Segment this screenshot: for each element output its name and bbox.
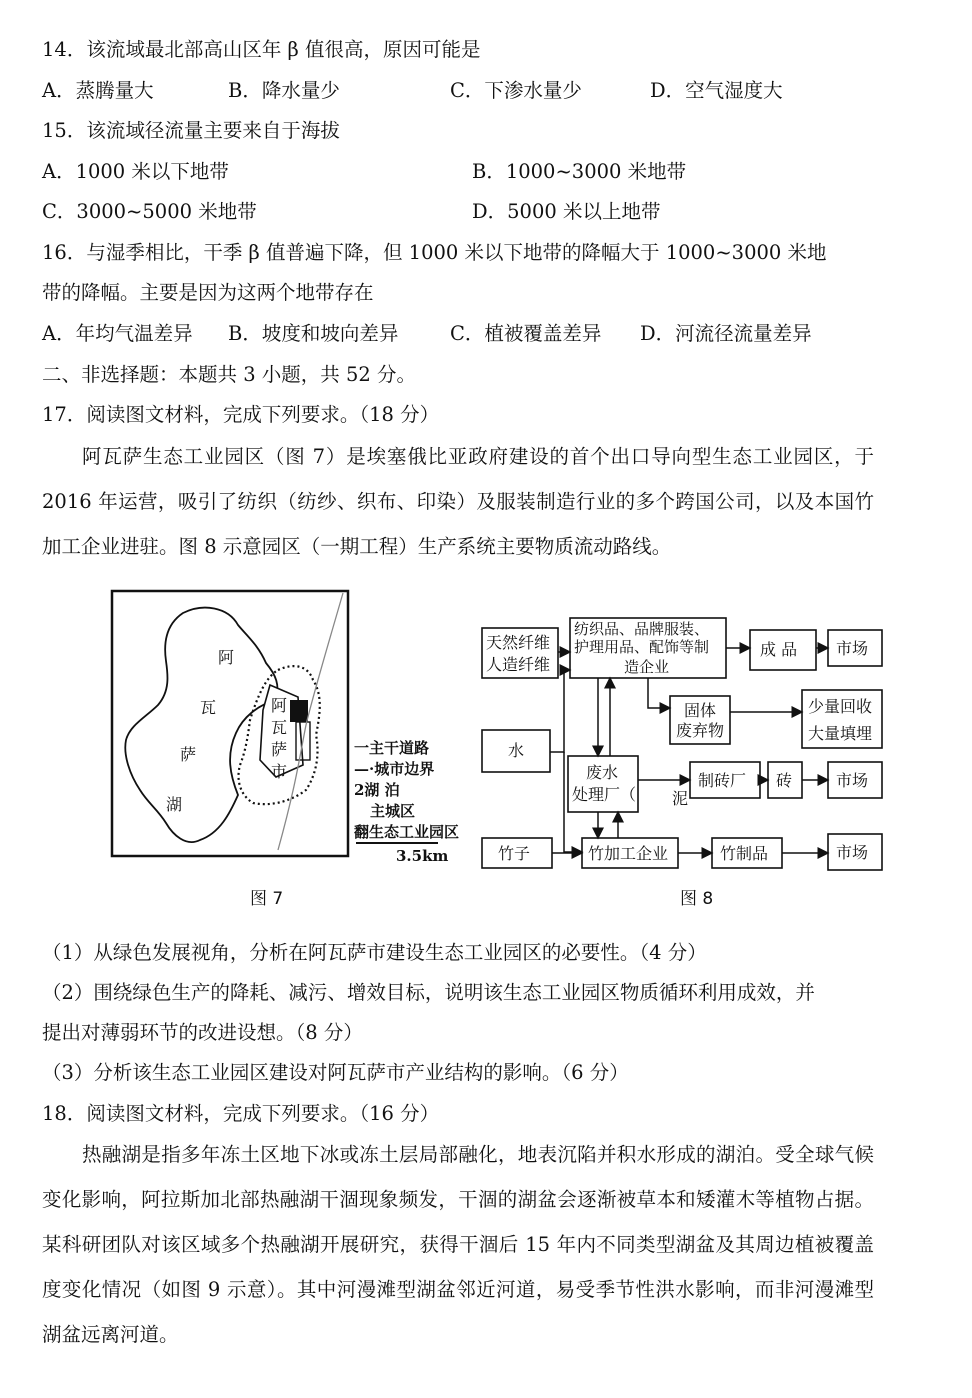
legend-lake: 2湖 泊 [354, 781, 400, 799]
solid-line2: 废弃物 [676, 721, 725, 740]
landfill-large: 大量填埋 [808, 724, 873, 743]
wastewater-line1: 废水 [586, 763, 619, 782]
brickfactory-label: 制砖厂 [698, 771, 747, 790]
textile-line1: 纺织品、品牌服装、 [574, 620, 710, 638]
lake-label-3: 萨 [180, 745, 197, 764]
q14-option-b: B．降水量少 [228, 79, 340, 102]
q17-sub1: （1）从绿色发展视角，分析在阿瓦萨市建设生态工业园区的必要性。（4 分） [42, 941, 707, 964]
city-label-4: 市 [271, 762, 288, 781]
q15-option-d: D．5000 米以上地带 [472, 200, 661, 223]
q15-option-a: A．1000 米以下地带 [42, 160, 229, 183]
q17-paragraph: 阿瓦萨生态工业园区（图 7）是埃塞俄比亚政府建设的首个出口导向型生态工业园区，于 2016 年运营，吸引了纺织（纺纱、织布、印染）及服装制造行业的多个跨国公司，以及本国竹加工企业进驻。图 8 示意园区（一期工程）生产系统主要物质流动路线。 [42, 445, 874, 558]
q16-option-b: B．坡度和坡向差异 [228, 322, 399, 345]
q17-sub3: （3）分析该生态工业园区建设对阿瓦萨市产业结构的影响。（6 分） [42, 1061, 629, 1084]
q15-option-c: C．3000~5000 米地带 [42, 200, 257, 223]
figure-8-caption: 图 8 [680, 889, 714, 909]
legend-main-city: 主城区 [370, 802, 416, 820]
fiber-natural: 天然纤维 [486, 633, 551, 652]
fiber-synthetic: 人造纤维 [486, 655, 551, 674]
figure-7-caption: 图 7 [250, 889, 284, 909]
q18-paragraph: 热融湖是指多年冻土区地下冰或冻土层局部融化，地表沉陷并积水形成的湖泊。受全球气候变化影响，阿拉斯加北部热融湖干涸现象频发，干涸的湖盆会逐渐被草本和矮灌木等植物占据。某科研团队对该区域多个热融湖开展研究，获得干涸后 15 年内不同类型湖盆及其周边植被覆盖度变化情况（如图 9 示意）。其中河漫滩型湖盆邻近河道，易受季节性洪水影响，而非河漫滩型湖盆远离河道。 [42, 1143, 874, 1346]
product-label: 成 品 [760, 640, 798, 659]
q16-option-d: D．河流径流量差异 [640, 322, 812, 345]
bamboo-label: 竹子 [498, 844, 531, 863]
legend-road: 一主干道路 [354, 739, 430, 757]
q16-stem-line2: 带的降幅。主要是因为这两个地带存在 [42, 281, 374, 304]
q14-option-a: A．蒸腾量大 [42, 79, 154, 102]
market-label-3: 市场 [836, 843, 869, 862]
q16-stem-line1: 16．与湿季相比，干季 β 值普遍下降，但 1000 米以下地带的降幅大于 1000~3000 米地 [42, 241, 827, 264]
mud-label: 泥 [672, 789, 689, 808]
figure-8-flowchart [478, 612, 888, 874]
q17-sub2-line2: 提出对薄弱环节的改进设想。（8 分） [42, 1021, 363, 1044]
q18-stem: 18．阅读图文材料，完成下列要求。（16 分） [42, 1102, 440, 1125]
q14-option-d: D．空气湿度大 [650, 79, 783, 102]
scale-label: 3.5km [396, 847, 449, 865]
legend-eco-park: 翻生态工业园区 [354, 823, 460, 841]
water-label: 水 [508, 741, 525, 760]
section-heading: 二、非选择题：本题共 3 小题，共 52 分。 [42, 363, 417, 386]
solid-line1: 固体 [684, 701, 717, 720]
eco-park-block [290, 700, 308, 722]
bamboo-product-label: 竹制品 [720, 844, 769, 863]
figure-7-map [108, 585, 478, 885]
lake-label-1: 阿 [218, 648, 235, 667]
city-label-3: 萨 [271, 740, 288, 759]
market-label-1: 市场 [836, 639, 869, 658]
q14-option-c: C．下渗水量少 [450, 79, 582, 102]
q15-stem: 15．该流域径流量主要来自于海拔 [42, 119, 340, 142]
q15-option-b: B．1000~3000 米地带 [472, 160, 687, 183]
q16-option-c: C．植被覆盖差异 [450, 322, 602, 345]
lake-label-4: 湖 [166, 795, 183, 814]
q17-stem: 17．阅读图文材料，完成下列要求。（18 分） [42, 403, 440, 426]
city-label-1: 阿 [271, 696, 288, 715]
q17-sub2-line1: （2）围绕绿色生产的降耗、减污、增效目标，说明该生态工业园区物质循环利用成效，并 [42, 981, 815, 1004]
q14-stem: 14．该流域最北部高山区年 β 值很高，原因可能是 [42, 38, 481, 61]
lake-label-2: 瓦 [200, 698, 217, 717]
textile-line2: 护理用品、配饰等制 [574, 638, 710, 656]
map-frame [112, 591, 348, 856]
textile-line3: 造企业 [624, 658, 670, 676]
wastewater-line2: 处理厂（ [572, 785, 637, 804]
city-label-2: 瓦 [271, 718, 288, 737]
recycle-small: 少量回收 [808, 697, 873, 716]
arrow-water-textile [550, 670, 570, 752]
arrow-textile-solid [648, 678, 670, 708]
legend-city-boundary: —·城市边界 [354, 760, 435, 778]
q16-option-a: A．年均气温差异 [42, 322, 193, 345]
bamboo-enterprise-label: 竹加工企业 [588, 844, 669, 863]
market-label-2: 市场 [836, 771, 869, 790]
lake-outline [125, 608, 277, 842]
brick-label: 砖 [776, 771, 793, 790]
